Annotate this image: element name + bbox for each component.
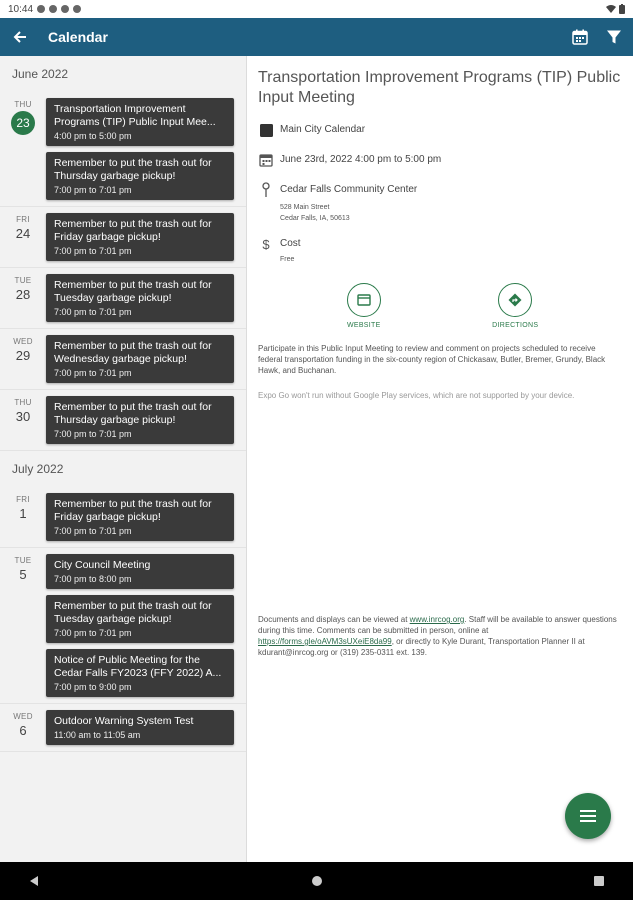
dollar-icon: $ (262, 236, 270, 252)
day-number: 1 (19, 506, 27, 521)
event-card[interactable] (46, 335, 234, 383)
location-row (258, 182, 621, 198)
notification-icon (61, 5, 69, 13)
cost-value: Free (280, 256, 295, 263)
agenda-day (0, 390, 246, 451)
agenda-day (0, 329, 246, 390)
nav-back-icon[interactable] (28, 875, 40, 887)
event-time: 7:00 pm to 9:00 pm (54, 682, 132, 692)
location-name: Cedar Falls Community Center (280, 184, 418, 195)
event-card[interactable] (46, 274, 234, 322)
calendar-date-icon (258, 152, 274, 168)
notification-icon (49, 5, 57, 13)
expo-notice: Expo Go won't run without Google Play services, which are not supported by your device. (258, 391, 575, 400)
directions-label: DIRECTIONS (492, 322, 539, 329)
event-card[interactable] (46, 98, 234, 146)
day-number: 30 (15, 409, 31, 424)
event-card[interactable] (46, 493, 234, 541)
event-time: 7:00 pm to 7:01 pm (54, 246, 132, 256)
website-button[interactable] (324, 283, 404, 329)
filter-button[interactable] (599, 18, 629, 56)
directions-button[interactable] (475, 283, 555, 329)
day-of-week: TUE (14, 556, 32, 565)
day-of-week: THU (14, 100, 32, 109)
address-line-1: 528 Main Street (280, 204, 330, 211)
documents-paragraph (258, 614, 623, 658)
directions-icon (498, 283, 532, 317)
docs-text: . Staff will be available to answer questions during this time. Comments can be submitted in person, online at (258, 615, 617, 635)
website-icon (347, 283, 381, 317)
event-title: Outdoor Warning System Test (54, 715, 194, 727)
event-card[interactable] (46, 595, 234, 643)
cost-row (258, 236, 621, 252)
notification-icon (37, 5, 45, 13)
day-number: 28 (15, 287, 31, 302)
location-address (280, 202, 621, 224)
day-number: 29 (15, 348, 31, 363)
back-arrow-icon (13, 30, 27, 44)
event-time: 7:00 pm to 7:01 pm (54, 429, 132, 439)
battery-icon (619, 4, 625, 14)
event-card[interactable] (46, 554, 234, 589)
event-card[interactable] (46, 710, 234, 745)
agenda-day (0, 92, 246, 207)
event-time: 7:00 pm to 7:01 pm (54, 185, 132, 195)
app-bar (0, 18, 633, 56)
event-title: Remember to put the trash out for Tuesday garbage pickup! (54, 600, 212, 625)
event-title: City Council Meeting (54, 559, 151, 571)
calendar-row (258, 122, 621, 138)
app-title: Calendar (48, 29, 108, 45)
wifi-icon (606, 5, 616, 14)
agenda-list[interactable] (0, 56, 247, 862)
event-description: Participate in this Public Input Meeting to review and comment on projects scheduled to receive federal transportation funding in the six-county region of Chickasaw, Butler, Bremer, Grundy, Black Hawk, and Buchanan. (258, 344, 606, 375)
event-time: 11:00 am to 11:05 am (54, 730, 141, 740)
event-title: Notice of Public Meeting for the Cedar Falls FY2023 (FFY 2022) A... (54, 654, 222, 679)
day-of-week: FRI (16, 495, 30, 504)
event-title: Remember to put the trash out for Friday garbage pickup! (54, 218, 212, 243)
event-time: 7:00 pm to 7:01 pm (54, 368, 132, 378)
calendar-icon (572, 29, 588, 45)
datetime-row (258, 152, 621, 168)
agenda-day (0, 704, 246, 752)
filter-icon (606, 29, 622, 45)
event-title: Remember to put the trash out for Friday garbage pickup! (54, 498, 212, 523)
event-card[interactable] (46, 396, 234, 444)
status-time: 10:44 (8, 3, 34, 15)
day-of-week: TUE (14, 276, 32, 285)
event-title: Transportation Improvement Programs (TIP) Public Input Mee... (54, 103, 216, 128)
notification-icon (73, 5, 81, 13)
agenda-day (0, 268, 246, 329)
month-header: July 2022 (12, 462, 64, 476)
event-time: 7:00 pm to 7:01 pm (54, 526, 132, 536)
location-pin-icon (258, 182, 274, 198)
address-line-2: Cedar Falls, IA, 50613 (280, 215, 350, 222)
docs-text: Documents and displays can be viewed at (258, 615, 410, 624)
menu-fab[interactable] (565, 793, 611, 839)
nav-home-icon[interactable] (311, 875, 323, 887)
event-detail-title: Transportation Improvement Programs (TIP) Public Input Meeting (258, 69, 621, 106)
event-time: 7:00 pm to 7:01 pm (54, 628, 132, 638)
event-title: Remember to put the trash out for Thursday garbage pickup! (54, 401, 212, 426)
event-card[interactable] (46, 152, 234, 200)
agenda-day (0, 207, 246, 268)
month-header: June 2022 (12, 67, 69, 81)
event-time: 7:00 pm to 8:00 pm (54, 574, 132, 584)
event-title: Remember to put the trash out for Tuesday garbage pickup! (54, 279, 212, 304)
docs-text: , or directly to Kyle Durant, Transportation Planner II at kdurant@inrcog.org or (319) 235-0311 ext. 139. (258, 637, 585, 657)
day-of-week: WED (13, 712, 33, 721)
day-of-week: THU (14, 398, 32, 407)
calendar-square-icon (258, 122, 274, 138)
cost-label: Cost (280, 238, 301, 249)
action-buttons (258, 283, 621, 329)
day-number: 24 (15, 226, 31, 241)
calendar-name: Main City Calendar (280, 124, 366, 135)
event-datetime: June 23rd, 2022 4:00 pm to 5:00 pm (280, 154, 442, 165)
nav-recents-icon[interactable] (593, 875, 605, 887)
event-time: 4:00 pm to 5:00 pm (54, 131, 132, 141)
day-number: 5 (19, 567, 27, 582)
event-title: Remember to put the trash out for Thursday garbage pickup! (54, 157, 212, 182)
day-of-week: WED (13, 337, 33, 346)
day-number: 6 (19, 723, 27, 738)
day-number-today: 23 (11, 111, 35, 135)
event-title: Remember to put the trash out for Wednesday garbage pickup! (54, 340, 212, 365)
agenda-day (0, 548, 246, 704)
day-of-week: FRI (16, 215, 30, 224)
menu-icon (580, 810, 596, 822)
event-detail-panel (248, 56, 633, 862)
calendar-view-button[interactable] (565, 18, 595, 56)
forms-link[interactable]: https://forms.gle/oAVM3sUXeiE8da99 (258, 637, 392, 646)
agenda-day (0, 487, 246, 548)
website-label: WEBSITE (346, 322, 381, 329)
system-nav-bar (0, 862, 633, 900)
inrcog-link[interactable]: www.inrcog.org (409, 615, 465, 624)
status-bar (0, 0, 633, 18)
event-time: 7:00 pm to 7:01 pm (54, 307, 132, 317)
back-button[interactable] (2, 18, 38, 56)
event-card[interactable] (46, 649, 234, 697)
event-card[interactable] (46, 213, 234, 261)
